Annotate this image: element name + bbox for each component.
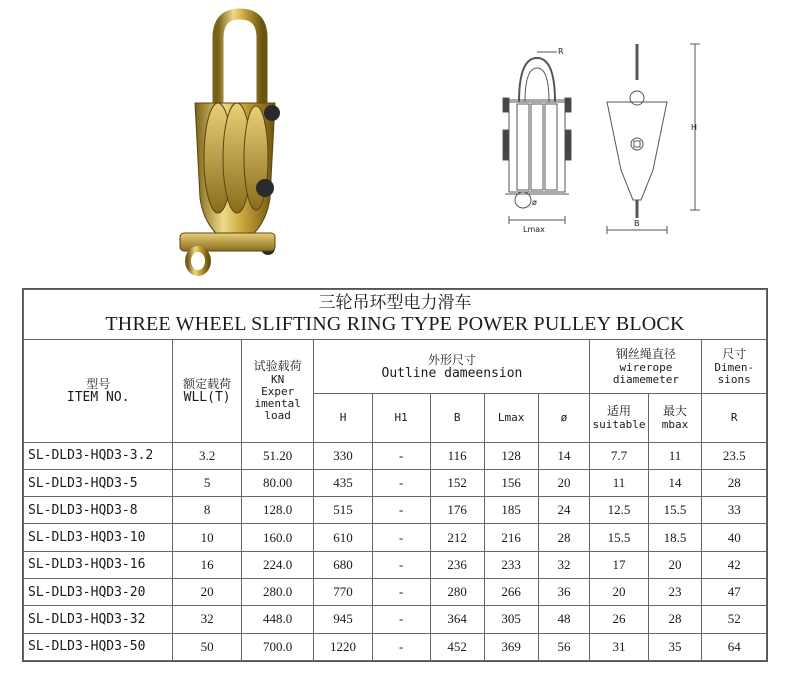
cell-h: 330 [314,442,372,469]
cell-max: 23 [648,579,702,606]
technical-drawings [495,40,725,250]
diameter-label: ø [532,198,537,207]
cell-test: 700.0 [241,633,314,660]
header-h: H [314,394,372,443]
cell-max: 11 [648,442,702,469]
table-title [24,290,767,340]
cell-r: 33 [702,497,767,524]
title-cn: 三轮吊环型电力滑车 [318,293,472,314]
cell-r: 64 [702,633,767,660]
cell-suit: 7.7 [590,442,648,469]
cell-test: 280.0 [241,579,314,606]
table-row [24,606,767,633]
cell-b: 176 [430,497,484,524]
cell-phi: 24 [538,497,590,524]
cell-model: SL-DLD3-HQD3-20 [24,579,173,606]
header-wll: 额定载荷 WLL(T) [173,339,241,442]
cell-b: 364 [430,606,484,633]
header-suitable: 适用 suitable [590,394,648,443]
cell-b: 116 [430,442,484,469]
table-row [24,633,767,660]
cell-h: 1220 [314,633,372,660]
cell-h: 435 [314,469,372,496]
cell-lmax: 156 [484,469,538,496]
cell-max: 28 [648,606,702,633]
cell-h1: - [372,579,430,606]
cell-wll: 10 [173,524,241,551]
cell-r: 40 [702,524,767,551]
cell-phi: 32 [538,551,590,578]
cell-lmax: 305 [484,606,538,633]
cell-h1: - [372,469,430,496]
cell-lmax: 233 [484,551,538,578]
cell-r: 42 [702,551,767,578]
table-row [24,469,767,496]
cell-lmax: 266 [484,579,538,606]
pulley-block-photo [150,8,300,278]
cell-wll: 50 [173,633,241,660]
table-row [24,524,767,551]
header-model: 型号 ITEM NO. [24,339,173,442]
cell-model: SL-DLD3-HQD3-16 [24,551,173,578]
header-b: B [430,394,484,443]
header-test-load: 试验载荷 KN Exper imental load [241,339,314,442]
cell-max: 20 [648,551,702,578]
cell-h1: - [372,497,430,524]
cell-test: 448.0 [241,606,314,633]
cell-h1: - [372,606,430,633]
cell-h1: - [372,442,430,469]
cell-h: 515 [314,497,372,524]
header-outline: 外形尺寸 Outline dameension [314,339,590,394]
cell-h1: - [372,551,430,578]
cell-b: 280 [430,579,484,606]
cell-wll: 32 [173,606,241,633]
lmax-label: Lmax [523,225,545,234]
cell-r: 47 [702,579,767,606]
header-h1: H1 [372,394,430,443]
side-view [607,44,700,234]
table-row [24,442,767,469]
cell-h1: - [372,524,430,551]
cell-h1: - [372,633,430,660]
cell-phi: 36 [538,579,590,606]
cell-h: 770 [314,579,372,606]
table-row [24,551,767,578]
cell-h: 680 [314,551,372,578]
cell-suit: 11 [590,469,648,496]
cell-h: 610 [314,524,372,551]
cell-r: 52 [702,606,767,633]
cell-lmax: 369 [484,633,538,660]
cell-test: 224.0 [241,551,314,578]
width-label: B [634,219,640,228]
cell-model: SL-DLD3-HQD3-5 [24,469,173,496]
cell-wll: 16 [173,551,241,578]
cell-test: 160.0 [241,524,314,551]
spec-table [22,288,768,662]
bolt [256,179,274,197]
cell-r: 23.5 [702,442,767,469]
cell-model: SL-DLD3-HQD3-8 [24,497,173,524]
front-view [503,52,571,224]
cell-model: SL-DLD3-HQD3-10 [24,524,173,551]
header-wirerope: 钢丝绳直径 wirerope diamemeter [590,339,702,394]
height-label: H [691,123,698,132]
header-r: R [702,394,767,443]
cell-phi: 56 [538,633,590,660]
cell-max: 15.5 [648,497,702,524]
shackle [218,14,262,103]
cell-max: 18.5 [648,524,702,551]
cell-wll: 5 [173,469,241,496]
cell-lmax: 185 [484,497,538,524]
cell-max: 14 [648,469,702,496]
title-en: THREE WHEEL SLIFTING RING TYPE POWER PULLEY BLOCK [105,313,685,336]
cell-test: 80.00 [241,469,314,496]
bottom-eye [188,249,208,273]
cell-phi: 14 [538,442,590,469]
cell-h: 945 [314,606,372,633]
cell-lmax: 128 [484,442,538,469]
cell-phi: 48 [538,606,590,633]
header-phi: ø [538,394,590,443]
cell-suit: 26 [590,606,648,633]
cell-b: 152 [430,469,484,496]
header-max: 最大 mbax [648,394,702,443]
cell-suit: 20 [590,579,648,606]
cell-max: 35 [648,633,702,660]
cell-b: 236 [430,551,484,578]
cell-test: 128.0 [241,497,314,524]
cell-suit: 31 [590,633,648,660]
cell-wll: 8 [173,497,241,524]
table-row [24,579,767,606]
cell-suit: 15.5 [590,524,648,551]
header-dimensions: 尺寸 Dimen- sions [702,339,767,394]
header-lmax: Lmax [484,394,538,443]
table-row [24,497,767,524]
cell-model: SL-DLD3-HQD3-32 [24,606,173,633]
cell-suit: 17 [590,551,648,578]
cell-wll: 20 [173,579,241,606]
cell-r: 28 [702,469,767,496]
radius-label: R [558,47,564,56]
cell-suit: 12.5 [590,497,648,524]
cell-model: SL-DLD3-HQD3-3.2 [24,442,173,469]
cell-phi: 20 [538,469,590,496]
cell-phi: 28 [538,524,590,551]
cell-model: SL-DLD3-HQD3-50 [24,633,173,660]
bolt [264,105,280,121]
cell-b: 212 [430,524,484,551]
cell-b: 452 [430,633,484,660]
cell-lmax: 216 [484,524,538,551]
cell-test: 51.20 [241,442,314,469]
cell-wll: 3.2 [173,442,241,469]
